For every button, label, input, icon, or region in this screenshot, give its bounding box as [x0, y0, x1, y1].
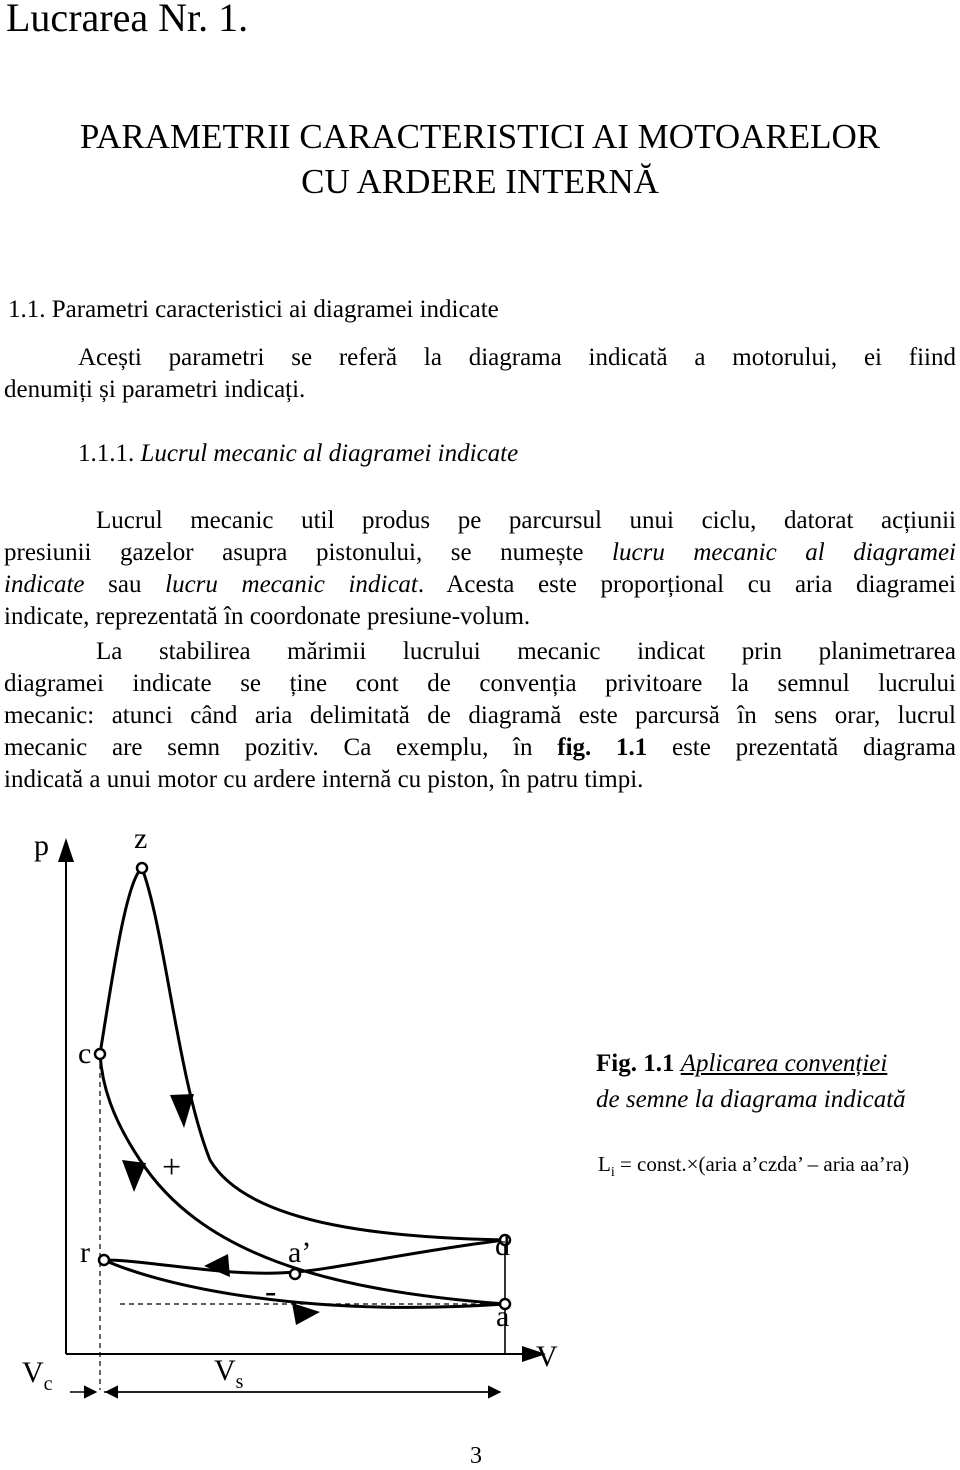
vs-sub: s: [235, 1371, 244, 1393]
combustion-curve: [100, 868, 142, 1054]
figure-caption-text: de semne la diagrama indicată: [596, 1086, 906, 1113]
work-title: Lucrarea Nr. 1.: [6, 0, 249, 40]
figure-number: Fig. 1.1: [596, 1050, 675, 1077]
figure-caption-underlined: Aplicarea convenției: [680, 1050, 888, 1077]
para2-line: La stabilirea mărimii lucrului mecanic indicat prin planimetrarea: [96, 638, 956, 665]
para2-line: diagramei indicate se ține cont de convenția privitoare la semnul lucrului: [4, 670, 956, 697]
point-z: [137, 863, 147, 873]
para1-line: indicate, reprezentată în coordonate presiune-volum.: [4, 603, 531, 630]
vs-main: V: [214, 1354, 236, 1387]
para2-line: mecanic: atunci când aria delimitată de diagramă este parcursă în sens orar, lucrul: [4, 702, 956, 729]
italic-term: lucru mecanic indicat: [165, 571, 418, 598]
text: sau: [84, 571, 166, 598]
subsection-number: 1.1.1.: [78, 440, 135, 467]
expansion-direction-arrow-icon: [170, 1094, 194, 1128]
label-a: a: [496, 1300, 510, 1333]
vc-main: V: [22, 1356, 44, 1389]
label-r: r: [80, 1236, 90, 1269]
exhaust-direction-arrow-icon: [204, 1254, 230, 1277]
para2-line: indicată a unui motor cu ardere internă cu piston, în patru timpi.: [4, 766, 644, 793]
compression-direction-arrow-icon: [122, 1160, 146, 1192]
para1-line: Lucrul mecanic util produs pe parcursul unui ciclu, datorat acțiunii: [96, 507, 956, 534]
italic-term: lucru mecanic al diagramei: [612, 539, 956, 566]
formula-symbol: L: [598, 1152, 611, 1176]
label-z: z: [134, 822, 148, 855]
chapter-title-line1: PARAMETRII CARACTERISTICI AI MOTOARELOR: [79, 117, 881, 156]
expansion-curve: [142, 868, 505, 1240]
point-a-prime: [290, 1269, 300, 1279]
sign-plus: +: [162, 1149, 182, 1186]
intro-line: Acești parametri se referă la diagrama indicată a motorului, ei fiind: [78, 344, 956, 371]
sign-minus: -: [265, 1273, 277, 1310]
subsection-title: Lucrul mecanic al diagramei indicate: [140, 440, 519, 467]
vs-label: [214, 1354, 244, 1393]
intake-direction-arrow-icon: [292, 1303, 320, 1325]
text: presiunii gazelor asupra pistonului, se numește: [4, 539, 613, 566]
formula-expression: = const.×(aria a’czda’ – aria aa’ra): [614, 1152, 910, 1176]
figure-caption-line2: [596, 1086, 906, 1114]
figure-reference: fig. 1.1: [557, 734, 648, 761]
formula-subscript: i: [610, 1165, 615, 1181]
text: mecanic are semn pozitiv. Ca exemplu, în: [4, 734, 558, 761]
text: . Acesta este proporțional cu aria diagramei: [417, 571, 956, 598]
section-heading: 1.1. Parametri caracteristici ai diagramei indicate: [8, 296, 499, 323]
vc-label: [22, 1356, 53, 1395]
text: este prezentată diagrama: [647, 734, 956, 761]
vc-sub: c: [43, 1373, 53, 1395]
label-d: d: [495, 1229, 510, 1262]
axis-label-p: p: [34, 829, 49, 862]
figure-caption-line1: [596, 1050, 887, 1078]
axis-label-v: V: [536, 1340, 558, 1373]
intro-line: denumiți și parametri indicați.: [4, 376, 306, 403]
label-c: c: [78, 1037, 92, 1070]
p-axis-arrow-icon: [58, 838, 74, 862]
point-r: [99, 1255, 109, 1265]
chapter-title-line2: CU ARDERE INTERNĂ: [301, 162, 659, 201]
point-c: [95, 1049, 105, 1059]
label-a-prime: a’: [288, 1236, 312, 1269]
italic-term: indicate: [4, 571, 85, 598]
work-formula: [598, 1152, 909, 1181]
page-number: 3: [470, 1443, 482, 1469]
